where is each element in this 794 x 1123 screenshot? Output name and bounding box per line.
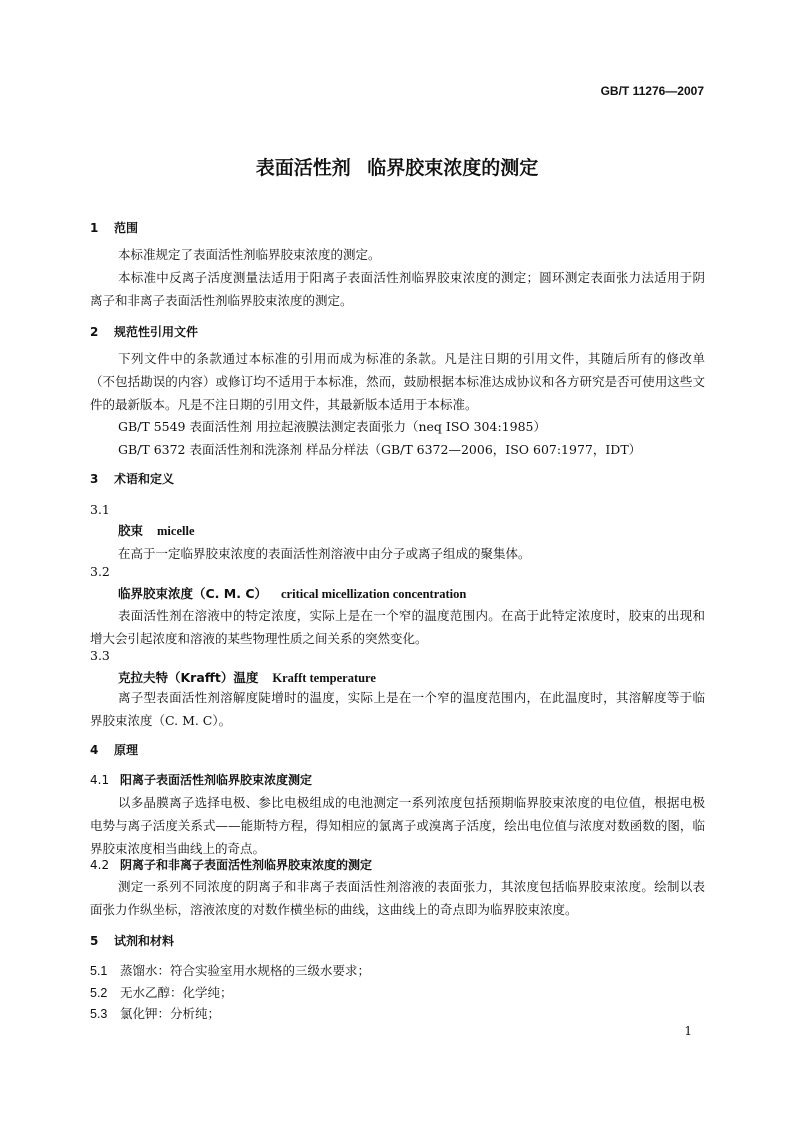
term-definition: 表面活性剂在溶液中的特定浓度，实际上是在一个窄的温度范围内。在高于此特定浓度时，胶束的出现和增大会引起浓度和溶液的某些物理性质之间关系的突然变化。 <box>90 608 705 646</box>
section-number: 2 <box>90 325 99 339</box>
section-title: 规范性引用文件 <box>114 325 199 339</box>
item-number: 5.1 <box>90 964 108 978</box>
term-heading <box>118 584 466 602</box>
paragraph: 测定一系列不同浓度的阴离子和非离子表面活性剂溶液的表面张力，其浓度包括临界胶束浓度。绘制以表面张力作纵坐标，溶液浓度的对数作横坐标的曲线，这曲线上的奇点即为临界胶束浓度。 <box>90 879 705 917</box>
subsection-title: 阴离子和非离子表面活性剂临界胶束浓度的测定 <box>120 858 373 872</box>
term-zh: 胶束 <box>118 523 144 538</box>
item-text: 氯化钾：分析纯； <box>120 1006 221 1021</box>
term-en: critical micellization concentration <box>281 587 467 601</box>
section-title: 原理 <box>114 743 139 757</box>
section-number: 4 <box>90 743 99 757</box>
paragraph: 本标准规定了表面活性剂临界胶束浓度的测定。 <box>118 247 381 262</box>
section-2-heading <box>90 323 198 340</box>
paragraph: 本标准中反离子活度测量法适用于阳离子表面活性剂临界胶束浓度的测定；圆环测定表面张力法适用于阴离子和非离子表面活性剂临界胶束浓度的测定。 <box>90 270 705 308</box>
list-item <box>90 961 370 979</box>
term-zh: 临界胶束浓度（C. M. C） <box>118 586 267 601</box>
term-number: 3.1 <box>90 502 110 517</box>
item-number: 5.2 <box>90 986 108 1000</box>
term-number: 3.3 <box>90 648 110 663</box>
reference-item: GB/T 6372 表面活性剂和洗涤剂 样品分样法（GB/T 6372—2006，ISO 607:1977，IDT） <box>118 442 642 457</box>
term-en: micelle <box>157 524 195 538</box>
term-heading <box>118 668 376 686</box>
item-text: 无水乙醇：化学纯； <box>120 985 233 1000</box>
subsection-number: 4.2 <box>90 858 110 872</box>
subsection-4-2-heading <box>90 856 372 873</box>
list-item <box>90 1004 220 1022</box>
section-title: 范围 <box>114 221 139 235</box>
section-number: 3 <box>90 472 99 486</box>
page-number: 1 <box>684 1024 692 1038</box>
section-1-heading <box>90 219 138 236</box>
reference-item: GB/T 5549 表面活性剂 用拉起液膜法测定表面张力（neq ISO 304:1985） <box>118 419 546 434</box>
paragraph: 下列文件中的条款通过本标准的引用而成为标准的条款。凡是注日期的引用文件，其随后所有的修改单（不包括勘误的内容）或修订均不适用于本标准，然而，鼓励根据本标准达成协议和各方研究是否可使用这些文件的最新版本。凡是不注日期的引用文件，其最新版本适用于本标准。 <box>90 351 705 412</box>
term-zh: 克拉夫特（Krafft）温度 <box>118 670 259 685</box>
section-3-heading <box>90 470 174 487</box>
section-title: 术语和定义 <box>114 472 175 486</box>
paragraph: 以多晶膜离子选择电极、参比电极组成的电池测定一系列浓度包括预期临界胶束浓度的电位值，根据电极电势与离子活度关系式——能斯特方程，得知相应的氯离子或溴离子活度，绘出电位值与浓度对数函数的图，临界胶束浓度相当曲线上的奇点。 <box>90 795 705 856</box>
section-title: 试剂和材料 <box>114 934 175 948</box>
document-code: GB/T 11276—2007 <box>600 84 704 98</box>
item-text: 蒸馏水：符合实验室用水规格的三级水要求； <box>120 963 371 978</box>
list-item <box>90 983 233 1001</box>
term-definition: 在高于一定临界胶束浓度的表面活性剂溶液中由分子或离子组成的聚集体。 <box>118 546 531 561</box>
subsection-number: 4.1 <box>90 773 110 787</box>
page-title: 表面活性剂 临界胶束浓度的测定 <box>255 157 539 179</box>
section-number: 5 <box>90 934 99 948</box>
subsection-4-1-heading <box>90 771 312 788</box>
term-en: Krafft temperature <box>272 671 376 685</box>
term-heading <box>118 521 195 539</box>
term-definition: 离子型表面活性剂溶解度陡增时的温度，实际上是在一个窄的温度范围内，在此温度时，其溶解度等于临界胶束浓度（C. M. C）。 <box>90 690 705 728</box>
item-number: 5.3 <box>90 1007 108 1021</box>
term-number: 3.2 <box>90 564 110 579</box>
section-4-heading <box>90 741 138 758</box>
section-number: 1 <box>90 221 99 235</box>
section-5-heading <box>90 932 174 949</box>
subsection-title: 阳离子表面活性剂临界胶束浓度测定 <box>120 773 313 787</box>
